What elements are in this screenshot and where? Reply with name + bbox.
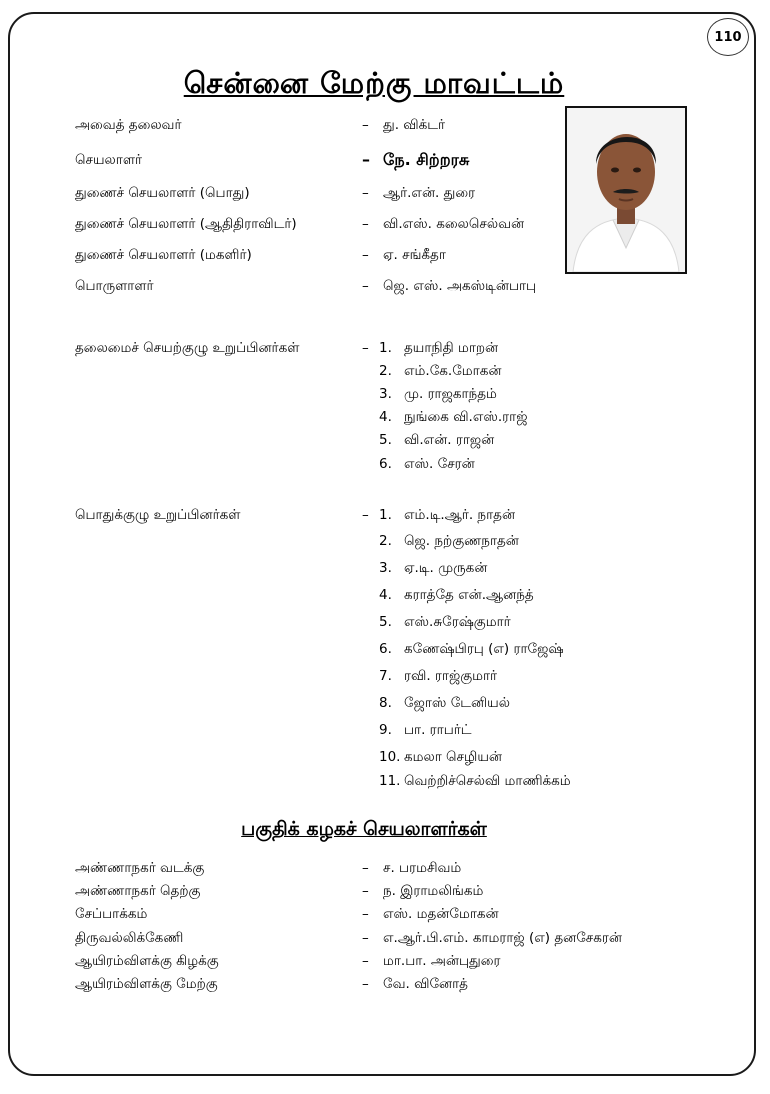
list-item: எஸ். சேரன் <box>404 456 475 472</box>
area-secretary-name: எ.ஆர்.பி.எம். காமராஜ் (எ) தனசேகரன் <box>383 930 622 946</box>
list-number: 5. <box>379 614 392 630</box>
list-number: 1. <box>379 340 392 356</box>
list-number: 6. <box>379 641 392 657</box>
list-item: மு. ராஜகாந்தம் <box>404 386 497 402</box>
dash: – <box>362 860 369 876</box>
officer-name: ஆர்.என். துரை <box>383 185 476 201</box>
list-item: கமலா செழியன் <box>404 749 502 765</box>
list-item: கணேஷ்பிரபு (எ) ராஜேஷ் <box>404 641 564 657</box>
list-number: 9. <box>379 722 392 738</box>
officer-name: வி.எஸ். கலைசெல்வன் <box>383 216 525 232</box>
list-number: 4. <box>379 587 392 603</box>
officer-role: செயலாளர் <box>75 152 143 168</box>
secretary-photo <box>565 106 687 274</box>
area-name: அண்ணாநகர் வடக்கு <box>75 860 205 876</box>
list-item: எம்.கே.மோகன் <box>404 363 502 379</box>
list-number: 3. <box>379 386 392 402</box>
list-item: எம்.டி.ஆர். நாதன் <box>404 507 516 523</box>
dash: – <box>362 150 370 169</box>
list-number: 2. <box>379 363 392 379</box>
list-number: 11. <box>379 773 401 789</box>
hq-committee-label: தலைமைச் செயற்குழு உறுப்பினர்கள் <box>75 340 300 356</box>
dash: – <box>362 117 369 133</box>
dash: – <box>362 953 369 969</box>
area-name: சேப்பாக்கம் <box>75 906 148 922</box>
area-secretary-name: எஸ். மதன்மோகன் <box>383 906 499 922</box>
list-item: ஏ.டி. முருகன் <box>404 560 488 576</box>
officer-role: துணைச் செயலாளர் (பொது) <box>75 185 250 201</box>
list-item: பா. ராபர்ட் <box>404 722 472 738</box>
list-number: 7. <box>379 668 392 684</box>
secretary-name: நே. சிற்றரசு <box>383 150 470 169</box>
dash: – <box>362 216 369 232</box>
dash: – <box>362 507 369 523</box>
area-secretary-name: ந. இராமலிங்கம் <box>383 883 484 899</box>
officer-role: துணைச் செயலாளர் (மகளிர்) <box>75 247 252 263</box>
page-number: 110 <box>707 18 749 56</box>
area-name: திருவல்லிக்கேணி <box>75 930 184 946</box>
list-number: 3. <box>379 560 392 576</box>
area-secretary-name: ச. பரமசிவம் <box>383 860 462 876</box>
dash: – <box>362 278 369 294</box>
list-number: 5. <box>379 432 392 448</box>
list-number: 8. <box>379 695 392 711</box>
list-item: வெற்றிச்செல்வி மாணிக்கம் <box>404 773 571 789</box>
officer-name: து. விக்டர் <box>383 117 446 133</box>
list-number: 1. <box>379 507 392 523</box>
list-item: ஜோஸ் டேனியல் <box>404 695 510 711</box>
area-name: ஆயிரம்விளக்கு கிழக்கு <box>75 953 219 969</box>
dash: – <box>362 883 369 899</box>
dash: – <box>362 976 369 992</box>
area-name: ஆயிரம்விளக்கு மேற்கு <box>75 976 218 992</box>
list-number: 10. <box>379 749 401 765</box>
dash: – <box>362 340 369 356</box>
list-item: ஜெ. நற்குணநாதன் <box>404 533 519 549</box>
officer-role: அவைத் தலைவர் <box>75 117 182 133</box>
area-name: அண்ணாநகர் தெற்கு <box>75 883 201 899</box>
portrait-image <box>567 108 685 272</box>
officer-role: பொருளாளர் <box>75 278 154 294</box>
general-committee-label: பொதுக்குழு உறுப்பினர்கள் <box>75 507 241 523</box>
officer-name: ஏ. சங்கீதா <box>383 247 446 263</box>
dash: – <box>362 930 369 946</box>
dash: – <box>362 906 369 922</box>
list-item: கராத்தே என்.ஆனந்த் <box>404 587 534 603</box>
area-secretary-name: வே. வினோத் <box>383 976 468 992</box>
list-item: ரவி. ராஜ்குமார் <box>404 668 498 684</box>
dash: – <box>362 185 369 201</box>
officer-name: ஜெ. எஸ். அகஸ்டின்பாபு <box>383 278 537 294</box>
list-number: 2. <box>379 533 392 549</box>
list-item: நுங்கை வி.எஸ்.ராஜ் <box>404 409 528 425</box>
list-item: எஸ்.சுரேஷ்குமார் <box>404 614 511 630</box>
page-title: சென்னை மேற்கு மாவட்டம் <box>183 66 565 100</box>
list-item: தயாநிதி மாறன் <box>404 340 499 356</box>
list-number: 6. <box>379 456 392 472</box>
officer-role: துணைச் செயலாளர் (ஆதிதிராவிடர்) <box>75 216 297 232</box>
list-item: வி.என். ராஜன் <box>404 432 495 448</box>
area-secretary-name: மா.பா. அன்புதுரை <box>383 953 501 969</box>
list-number: 4. <box>379 409 392 425</box>
section-title: பகுதிக் கழகச் செயலாளர்கள் <box>241 818 487 840</box>
dash: – <box>362 247 369 263</box>
